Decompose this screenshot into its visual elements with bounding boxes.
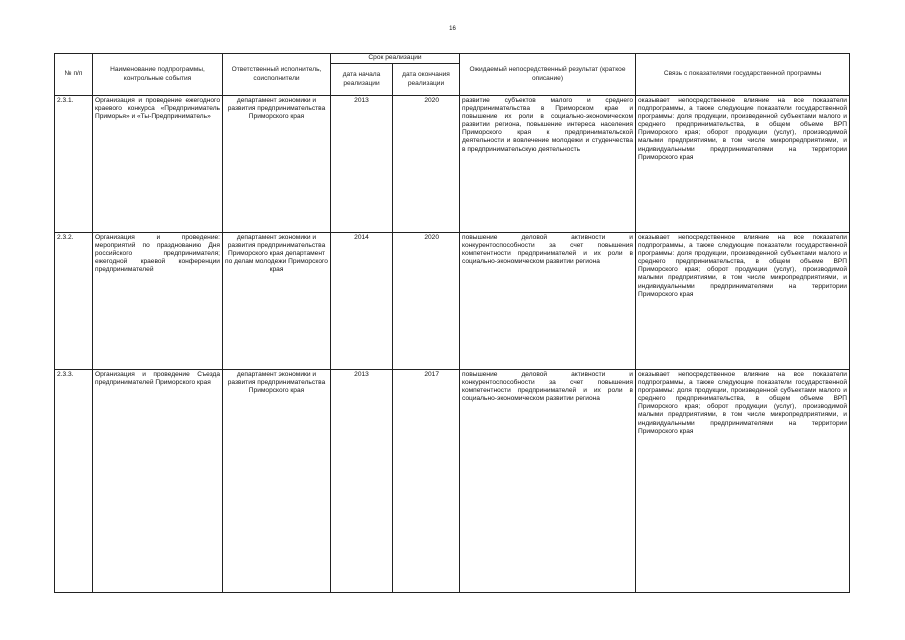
row-start: 2014: [331, 233, 393, 370]
row-link: оказывает непосредственное влияние на все показатели подпрограммы, а также следующие показатели государственной программы: доля продукции, произведенной субъектами малого и среднего предпринимательства, в общем объеме ВРП Приморского края; оборот продукции (услуг), производимой малыми предприятиями, в том числе микропредприятиями, и индивидуальными предпринимателями на территории Приморского края: [636, 370, 850, 593]
program-table: [54, 53, 850, 593]
header-start: дата начала реализации: [331, 64, 393, 96]
table-row: [55, 370, 850, 593]
row-end: 2020: [393, 96, 460, 233]
table-row: [55, 233, 850, 370]
header-link: Связь с показателями государственной программы: [636, 54, 850, 96]
table-row: [55, 96, 850, 233]
row-responsible: департамент экономики и развития предпринимательства Приморского края: [223, 96, 331, 233]
row-name: Организация и проведение: мероприятий по празднованию Дня российского предпринимателя; ежегодной краевой конференции предпринимателей: [93, 233, 223, 370]
row-link: оказывает непосредственное влияние на все показатели подпрограммы, а также следующие показатели государственной программы: доля продукции, произведенной субъектами малого и среднего предпринимательства, в общем объеме ВРП Приморского края; оборот продукции (услуг), производимой малыми предприятиями, в том числе микропредприятиями, и индивидуальными предпринимателями на территории Приморского края: [636, 233, 850, 370]
row-end: 2020: [393, 233, 460, 370]
row-responsible: департамент экономики и развития предпринимательства Приморского края: [223, 370, 331, 593]
row-link: оказывает непосредственное влияние на все показатели подпрограммы, а также следующие показатели государственной программы: доля продукции, произведенной субъектами малого и среднего предпринимательства, в общем объеме ВРП Приморского края; оборот продукции (услуг), производимой малыми предприятиями, в том числе микропредприятиями, и индивидуальными предпринимателями на территории Приморского края: [636, 96, 850, 233]
row-end: 2017: [393, 370, 460, 593]
row-num: 2.3.3.: [55, 370, 93, 593]
row-name: Организация и проведение Съезда предпринимателей Приморского края: [93, 370, 223, 593]
page-number: 16: [449, 26, 456, 32]
row-result: повышение деловой активности и конкурентоспособности за счет повышения компетентности предпринимателей и их роли в социально-экономическом развитии региона: [460, 370, 636, 593]
header-name: Наименование подпрограммы, контрольные события: [93, 54, 223, 96]
header-num: № п/п: [55, 54, 93, 96]
row-start: 2013: [331, 370, 393, 593]
row-num: 2.3.1.: [55, 96, 93, 233]
header-responsible: Ответственный исполнитель, соисполнители: [223, 54, 331, 96]
row-num: 2.3.2.: [55, 233, 93, 370]
header-result: Ожидаемый непосредственный результат (краткое описание): [460, 54, 636, 96]
row-start: 2013: [331, 96, 393, 233]
header-period: Срок реализации: [331, 54, 460, 64]
row-result: развитие субъектов малого и среднего предпринимательства в Приморском крае и повышение их роли в социально-экономическом развитии региона, повышение интереса населения Приморского края к предпринимательской деятельности и вовлечение молодежи и студенчества в предпринимательскую деятельность: [460, 96, 636, 233]
header-end: дата окончания реализации: [393, 64, 460, 96]
row-responsible: департамент экономики и развития предпринимательства Приморского края департамент по делам молодежи Приморского края: [223, 233, 331, 370]
row-result: повышение деловой активности и конкурентоспособности за счет повышения компетентности предпринимателей и их роли в социально-экономическом развитии региона: [460, 233, 636, 370]
row-name: Организация и проведение ежегодного краевого конкурса «Предприниматель Приморья» и «Ты-Предприниматель»: [93, 96, 223, 233]
